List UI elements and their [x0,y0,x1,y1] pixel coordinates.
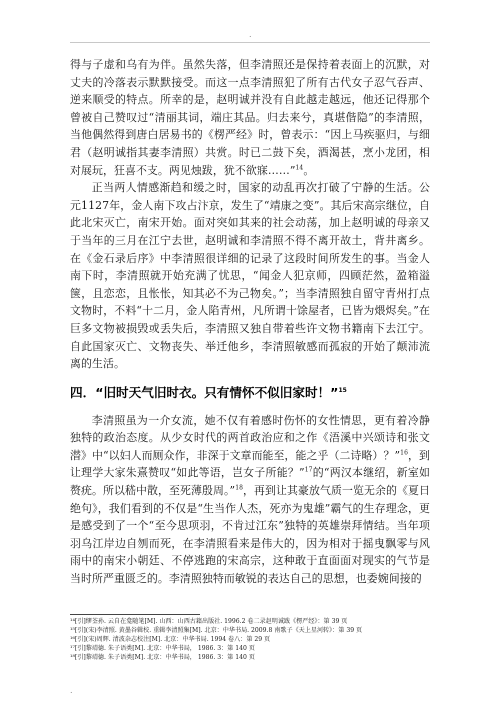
section-heading: 四．“旧时天气旧时衣。只有情怀不似旧家时！”$^{15}$ [70,384,347,400]
footnote-17: ¹⁷[引]黎靖德. 朱子语类[M]. 北京：中华书局， 1986. 3：第 140 页 [70,645,255,653]
footnote-ref-15: 15 [338,386,347,394]
footnote-14: ¹⁴[引]缪荃孙. 云自在龛随笔[M]. 山西：山西古籍出版社. 1996.2 卷二录赵明诚跋《楞严经》：第 39 页 [70,618,348,625]
paragraph-3: 李清照虽为一介女流，她不仅有着感时伤怀的女性情思，更有着冷静独特的政治态度。从少女时代的两首政治应和之作《浯溪中兴颂诗和张文潜》中“以妇人而厕众作，非深于文章而能至，能之乎（二诗略）？”$^{16}$，到让理学大家朱熹赞叹“如此等语，岂女子所能？”$^{17}$的“两汉本继绍，新室如赘疣。所以嵇中散，至死薄殷周。”$^{18}$，再到让其豪放气质一览无余的《夏日绝句》，我们看到的不仅是“生当作人杰，死亦为鬼雄”霸气的生存理念，更是感受到了一个“至今思项羽，不肯过江东”独特的英雄崇拜情结。当年项羽乌江岸边自刎而死，在李清照看来是伟大的，因为相对于摇曳飘零与风雨中的南宋小朝廷、不停逃跑的宋高宗，这种敢于直面面对现实的气节是当时所严重匮乏的。李清照独特而敏锐的表达自己的思想，也委婉间接的 [70,413,431,586]
footnote-ref-18: 18 [235,484,244,492]
footnote-rule [70,614,200,615]
footnotes [70,617,430,662]
body-text [70,56,430,588]
footnote-ref-17: 17 [304,466,313,474]
header-rule [70,42,430,43]
header-mark: . [249,30,252,39]
paragraph-1: 得与子虚和乌有为伴。虽然失落，但李清照还是保持着表面上的沉默，对丈夫的冷落表示默默接受。而这一点李清照犯了所有古代女子忍气吞声、逆来顺受的特点。所幸的是，赵明诚并没有自此越走越远，他还记得那个曾被自己赞叹过“清丽其词，端庄其品。归去来兮，真堪偕隐”的李清照，当他偶然得到唐白居易书的《楞严经》时，曾表示：“因上马疾驱归，与细君（赵明诚指其妻李清照）共赏。时已二鼓下矣，酒渴甚，烹小龙团，相对展玩，狂喜不支。两见烛跋，犹不欲寐……”$^{14}$。 [70,58,430,177]
footnote-16: ¹⁶[引](宋)周辉. 清波杂志校注[M]. 北京：中华书局. 1994 卷八：第 29 页 [70,636,271,644]
footnote-ref-14: 14 [295,163,304,171]
footnote-18: ¹⁸[引]黎靖德. 朱子语类[M]. 北京：中华书局， 1986. 3：第 140 页 [70,654,255,662]
footnote-ref-16: 16 [400,449,408,457]
paragraph-2: 正当两人情感渐趋和缓之时，国家的动乱再次打破了宁静的生活。公元1127年，金人南下攻占汴京，发生了“靖康之变”。其后宋高宗继位，自此北宋灭亡，南宋开始。面对突如其来的社会动荡，加上赵明诚的母亲又于当年的三月在江宁去世，赵明诚和李清照不得不离开故土，背井离乡。在《金石录后序》中李清照很详细的记录了这段时间所发生的事。当金人南下时，李清照就开始充满了忧思，“闻金人犯京师，四顾茫然，盈箱溢箧，且恋恋，且怅怅，知其必不为己物矣。”；当李清照独自留守青州打点文物时，不料“十二月，金人陷青州，凡所谓十馀屋者，已皆为煨烬矣。”在巨多文物被损毁或丢失后，李清照又独自带着些许文物书籍南下去江宁。自此国家灭亡、文物丧失、举迁他乡，李清照敏感而孤寂的开始了颠沛流离的生活。 [70,181,430,371]
footer-mark: . [70,686,73,695]
footnote-15: ¹⁵[引](宋)李清照. 黄墨谷辑校. 重辑李清照集[M]. 北京：中华书局. 2009.8 南歌子《天上星河转》：第 39 页 [70,627,363,635]
